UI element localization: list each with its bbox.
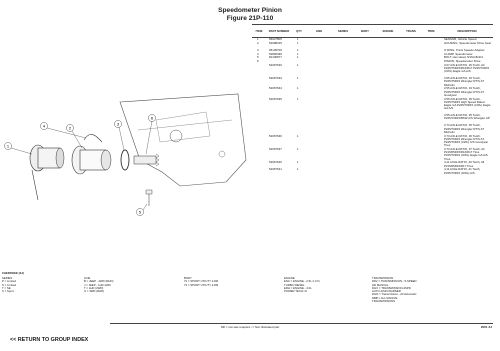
parts-table-body bbox=[252, 38, 493, 175]
codes-column-engine: ENGINE ENC = ENGINE - 2.5L 4 CYL TURBO DIESEL ERH = ENGINE - 4.0L POWER TECH I-6 bbox=[284, 276, 321, 294]
codes-heading: CHEROKEE (XJ) bbox=[2, 271, 24, 275]
svg-text:1: 1 bbox=[6, 143, 10, 149]
figure-number: Figure 21P-110 bbox=[226, 15, 274, 22]
codes-column-body: BODY 72 = SPORT UTILITY 2-DR 74 = SPORT UTILITY 4-DR bbox=[184, 276, 219, 287]
col-series: SERIES bbox=[337, 28, 349, 33]
table-row: 52067640 1 4.11 AXLE RATIO, 40 Tooth, All P215/65R15/R17 Tires bbox=[269, 160, 485, 168]
table-row: 3.55 AXLE RATIO, 35 Tooth, P225/70R15/BSW A/S Wrangler AP bbox=[444, 113, 490, 121]
clamp bbox=[84, 134, 102, 142]
codes-legend bbox=[2, 271, 497, 304]
col-description: DESCRIPTION bbox=[457, 28, 477, 33]
table-row: 5 60100877 1 BOLT, Hex Head, 5/16x18x3/4 bbox=[257, 55, 483, 60]
table-row: 3 05135709 1 O RING, Trans Speedo Adapter bbox=[257, 47, 485, 52]
o-ring bbox=[121, 150, 129, 170]
table-row: 52067630 1 3.07 AXLE RATIO, 26 Tooth, All P225/75R15/R16/R17 P225/70R15 (CWL) Eagle GA A/S bbox=[269, 62, 490, 74]
col-trim: TRIM bbox=[427, 28, 435, 33]
svg-text:2: 2 bbox=[68, 125, 72, 131]
table-row: 52067635 1 3.55 AXLE RATIO, 35 Tooth, P225/75R15 High Speed Rated Eagle GA P225/70R15 (CWL) Eagle GA A/S bbox=[269, 96, 491, 111]
vehicle-speed-sensor bbox=[30, 145, 64, 200]
table-row: 4 52892399 1 CLAMP, Speedometer bbox=[257, 51, 473, 56]
parts-table-header bbox=[252, 24, 493, 38]
table-row: 52067641 1 4.11 AXLE RATIO, 41 Tooth, P225/70R15 (OWL) A/S bbox=[269, 167, 481, 175]
codes-column-transmission: TRANSMISSION DD2 = TRANSMISSION - 5-SPEED HD MANUAL DGX = TRANSMISSION-4SPD AUTO AISIN WARNER DGD = Transmission - All Automatic DBB = ALL MANUAL TRANSMISSIONS bbox=[372, 276, 417, 304]
footer-divider bbox=[110, 323, 493, 324]
table-row: 52067634 1 3.55 AXLE RATIO, 34 Tooth, P225/75R15 Wrangler RT/S AT Goodyear bbox=[269, 86, 484, 97]
col-part-number: PART NUMBER bbox=[268, 28, 290, 33]
bolt bbox=[146, 190, 152, 206]
table-row: 52067636 1 3.73 AXLE RATIO, 36 Tooth, P225/75R15 Wrangler RT/S AT, P225/70R15 (CWL) A/S Goodyear Tires bbox=[269, 133, 489, 148]
svg-text:6: 6 bbox=[150, 115, 154, 121]
footer-legend-note: NR = non-ass required • = Non illustrated part bbox=[220, 325, 280, 329]
speedometer-pinion bbox=[134, 154, 159, 166]
svg-text:4: 4 bbox=[42, 123, 46, 129]
col-engine: ENGINE bbox=[382, 28, 394, 33]
col-line: LINE bbox=[315, 28, 323, 33]
codes-column-series: SERIES P = Limited S = Limited T = SE X = Sport bbox=[2, 276, 17, 294]
table-row: 52067637 1 3.73 AXLE RATIO, 37 Tooth, All P215/65R15/R16/R17 Tires P225/70R15 (OWL) Eagle GA A/S Tires bbox=[269, 147, 488, 161]
speedometer-pinion-illustration bbox=[0, 90, 250, 230]
col-item: ITEM bbox=[255, 28, 263, 33]
footer-page-code: 2001 XJ bbox=[480, 325, 492, 329]
return-to-group-index-link[interactable]: << RETURN TO GROUP INDEX bbox=[10, 337, 89, 343]
table-row: 52067633 1 3.55 AXLE RATIO, 33 Tooth, P225/75R15 Wrangler RT/S AT Michelin bbox=[269, 76, 484, 87]
col-body: BODY bbox=[360, 28, 370, 33]
table-row: 3.73 AXLE RATIO, 35 Tooth, P225/70R15 Wrangler RT/S AT Michelin bbox=[444, 123, 484, 134]
table-row: 6 PINION, Speedometer Drive bbox=[257, 59, 481, 64]
table-row: 1 56027805 1 SENSOR, Vehicle Speed bbox=[257, 37, 477, 41]
table-row: 2 52098315 1 HOUSING, Speedometer Drive Gear bbox=[257, 40, 492, 45]
svg-text:5: 5 bbox=[138, 209, 142, 215]
codes-column-line: LINE B = JEEP - 2WD (RHD) J = JEEP - LHD 4WD T = LHD (2WD) U = 4WD (RHD) bbox=[84, 276, 114, 294]
col-qty: QTY bbox=[296, 28, 302, 33]
drive-gear-housing bbox=[72, 146, 111, 174]
col-trans: TRANS bbox=[406, 28, 416, 33]
page-title: Speedometer Pinion bbox=[218, 7, 282, 14]
svg-text:3: 3 bbox=[116, 121, 120, 127]
